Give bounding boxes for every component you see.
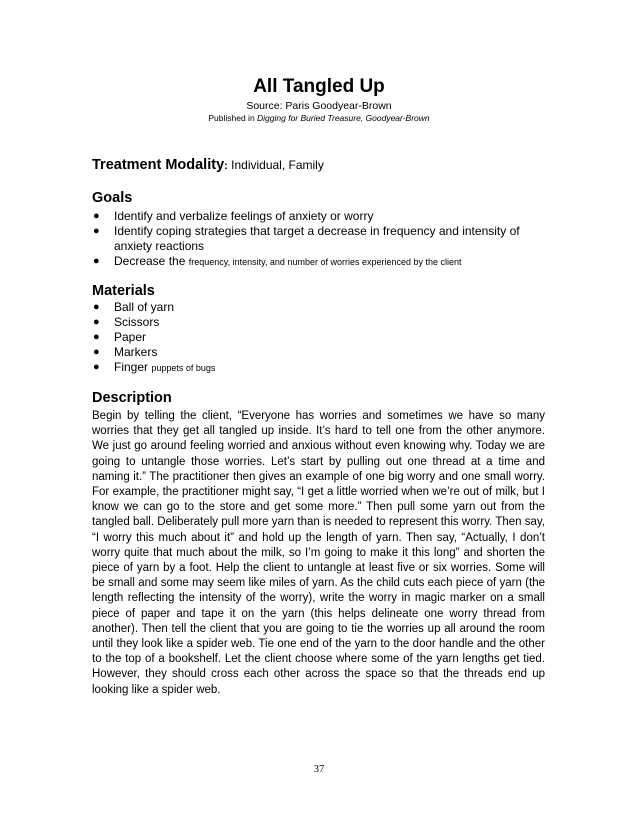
treatment-modality-colon: : [224, 160, 228, 172]
goals-list [92, 209, 552, 270]
goal-text: Decrease the [114, 254, 189, 268]
material-text: Scissors [114, 315, 160, 329]
list-item [92, 254, 552, 270]
material-text: Ball of yarn [114, 300, 175, 314]
page-title: All Tangled Up [253, 76, 385, 97]
list-item [92, 300, 552, 315]
bullet-icon: ● [93, 316, 100, 328]
material-text: Markers [114, 345, 158, 359]
goal-text: Identify and verbalize feelings of anxiety or worry [114, 209, 374, 223]
bullet-icon: ● [93, 331, 100, 343]
list-item [92, 315, 552, 330]
list-item [92, 224, 552, 254]
treatment-modality [92, 156, 324, 175]
published-book: Digging for Buried Treasure, Goodyear-Brown [257, 113, 430, 123]
description-heading: Description [92, 390, 172, 406]
description-body: Begin by telling the client, “Everyone has worries and sometimes we have so many worries that they get all tangled up inside. It’s hard to tell one from the other anymore. We just go around feeling worried and anxious without even knowing why. Today we are going to untangle those worries. Let’s start by pulling out one thread at a time and naming it.” The practitioner then gives an example of one big worry and one small worry. For example, the practitioner might say, “I get a little worried when we’re out of milk, but I know we can go to the store and get some more.” Then pull some yarn out from the tangled ball. Deliberately pull more yarn than is needed to represent this worry. Then say, “I worry this much about it” and hold up the length of yarn. Then say, “Actually, I don’t worry quite that much about the milk, so I’m going to make it this long” and shorten the piece of yarn by a foot. Help the client to untangle at least five or six worries. Some will be small and some may seem like miles of yarn. As the child cuts each piece of yarn (the length reflecting the intensity of the worry), write the worry in magic marker on a small piece of paper and tape it on the yarn (this helps delineate one worry thread from another). Then tell the client that you are going to tie the worries up all around the room until they look like a spider web. Tie one end of the yarn to the door handle and the other to the top of a bookshelf. Let the client choose where some of the yarn lengths get tied. However, they should cross each other across the space so that the threads end up looking like a spider web. [92, 410, 545, 696]
published-prefix: Published in [208, 113, 258, 123]
list-item [92, 330, 552, 345]
published-line [0, 113, 638, 124]
bullet-icon: ● [93, 255, 100, 267]
goal-text: Identify coping strategies that target a decrease in frequency and intensity of anxiety reactions [114, 224, 520, 253]
goal-text-small: frequency, intensity, and number of worries experienced by the client [188, 257, 462, 267]
material-text: Paper [114, 330, 147, 344]
goals-heading: Goals [92, 190, 133, 206]
material-text: Finger [114, 360, 152, 374]
treatment-modality-label: Treatment Modality [92, 157, 225, 173]
bullet-icon: ● [93, 301, 100, 313]
source-line: Source: Paris Goodyear-Brown [246, 100, 392, 112]
list-item [92, 360, 552, 376]
materials-heading: Materials [92, 283, 155, 299]
bullet-icon: ● [93, 361, 100, 373]
bullet-icon: ● [93, 225, 100, 237]
page-number: 37 [313, 764, 325, 775]
list-item [92, 345, 552, 360]
list-item [92, 209, 552, 224]
treatment-modality-value: Individual, Family [227, 158, 324, 172]
bullet-icon: ● [93, 346, 100, 358]
materials-list [92, 300, 552, 376]
material-text-small: puppets of bugs [151, 363, 216, 373]
bullet-icon: ● [93, 210, 100, 222]
